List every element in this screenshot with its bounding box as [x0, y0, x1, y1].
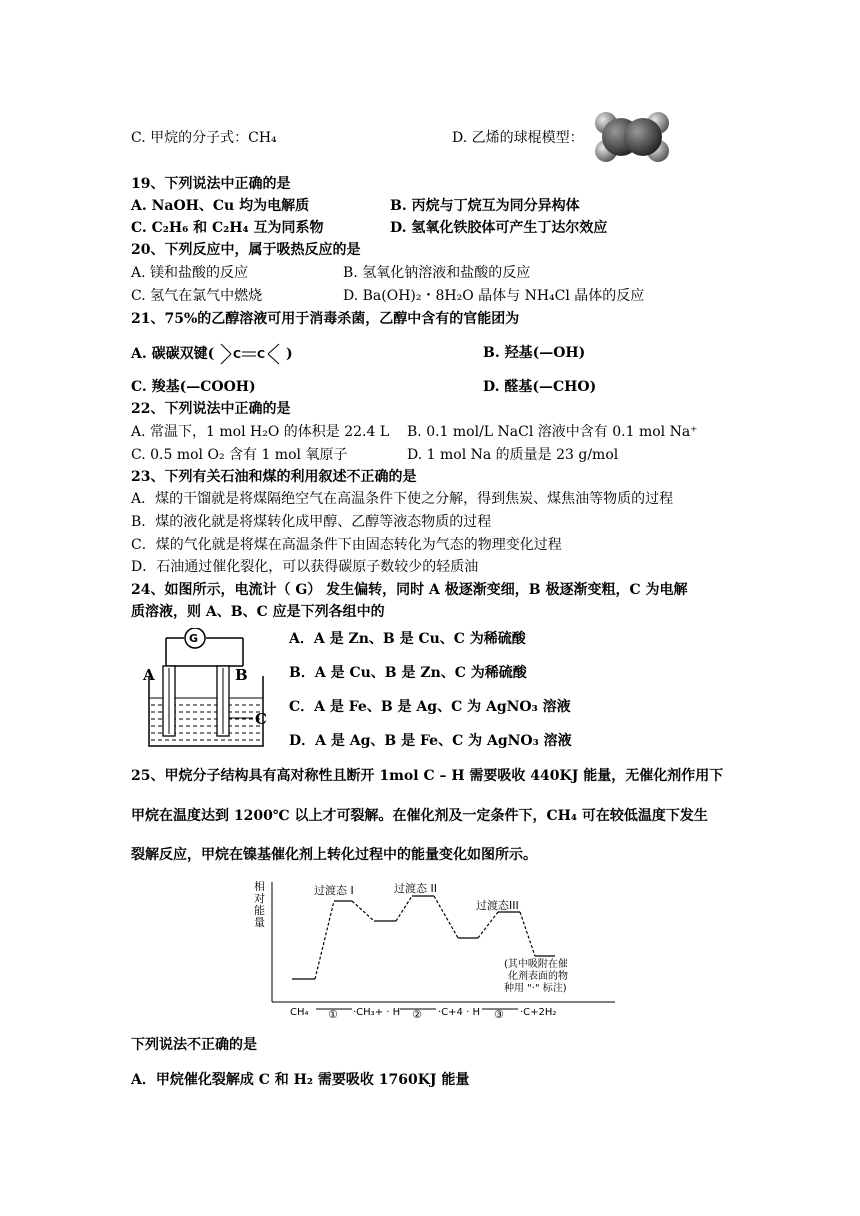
- q18-option-c: C. 甲烷的分子式：CH₄: [131, 130, 277, 146]
- q24-option-a: A．A 是 Zn、B 是 Cu、C 为稀硫酸: [289, 631, 526, 647]
- q21-option-a-suffix: ): [285, 346, 293, 362]
- q22-option-b: B. 0.1 mol/L NaCl 溶液中含有 0.1 mol Na⁺: [407, 424, 698, 440]
- energy-ylabel-2: 对: [254, 892, 265, 905]
- ethylene-ball-stick-model: [592, 108, 672, 166]
- q18-option-d: D. 乙烯的球棍模型：: [452, 130, 584, 146]
- q21-option-c: C. 羧基(—COOH): [131, 379, 256, 395]
- step-2: ②: [412, 1008, 422, 1018]
- q24-stem-line2: 质溶液，则 A、B、C 应是下列各组中的: [131, 604, 385, 620]
- q21-option-a: [131, 342, 293, 366]
- q25-stem-line2: 甲烷在温度达到 1200℃ 以上才可裂解。在催化剂及一定条件下，CH₄ 可在较低温度下发生: [131, 808, 708, 824]
- electrode-b-label: B: [235, 666, 248, 684]
- step-3: ③: [494, 1008, 504, 1018]
- q22-option-c: C. 0.5 mol O₂ 含有 1 mol 氧原子: [131, 447, 348, 463]
- svg-text:C: C: [233, 348, 242, 361]
- adsorption-note-line1: (其中吸附在催: [504, 959, 568, 970]
- q20-option-a: A. 镁和盐酸的反应: [131, 265, 249, 281]
- transition-state-2: 过渡态 II: [394, 882, 437, 895]
- q21-option-b: B. 羟基(—OH): [483, 345, 586, 361]
- q22-stem: 22、下列说法中正确的是: [131, 401, 291, 417]
- q20-option-c: C. 氢气在氯气中燃烧: [131, 288, 263, 304]
- energy-ylabel-4: 量: [254, 916, 265, 929]
- species-c-4h: ·C+4 · H: [438, 1007, 480, 1018]
- electrolyte-c-label: C: [255, 710, 267, 728]
- energy-ylabel-3: 能: [254, 904, 265, 917]
- q21-option-d: D. 醛基(—CHO): [483, 379, 597, 395]
- q23-option-a: A．煤的干馏就是将煤隔绝空气在高温条件下使之分解，得到焦炭、煤焦油等物质的过程: [131, 491, 674, 507]
- q19-option-d: D. 氢氧化铁胶体可产生丁达尔效应: [390, 220, 608, 236]
- q22-option-a: A. 常温下，1 mol H₂O 的体积是 22.4 L: [131, 424, 390, 440]
- galvanic-cell-diagram: [131, 628, 281, 753]
- species-c-2h2: ·C+2H₂: [520, 1007, 557, 1018]
- q20-stem: 20、下列反应中，属于吸热反应的是: [131, 242, 361, 258]
- transition-state-3: 过渡态III: [476, 899, 519, 912]
- transition-state-1: 过渡态 I: [314, 884, 354, 897]
- q23-option-b: B．煤的液化就是将煤转化成甲醇、乙醇等液态物质的过程: [131, 514, 492, 530]
- q21-stem: 21、75%的乙醇溶液可用于消毒杀菌，乙醇中含有的官能团为: [131, 311, 520, 327]
- q21-option-a-prefix: A. 碳碳双键(: [131, 346, 215, 362]
- q19-option-a: A. NaOH、Cu 均为电解质: [131, 198, 310, 214]
- q23-option-d: D．石油通过催化裂化，可以获得碳原子数较少的轻质油: [131, 559, 479, 575]
- q20-option-b: B. 氢氧化钠溶液和盐酸的反应: [343, 265, 531, 281]
- q24-option-c: C．A 是 Fe、B 是 Ag、C 为 AgNO₃ 溶液: [289, 699, 571, 715]
- galvanometer-label: G: [189, 632, 199, 645]
- q25-stem-line3: 裂解反应，甲烷在镍基催化剂上转化过程中的能量变化如图所示。: [131, 847, 537, 863]
- electrode-a-label: A: [143, 666, 155, 684]
- q19-option-b: B. 丙烷与丁烷互为同分异构体: [390, 198, 580, 214]
- q19-option-c: C. C₂H₆ 和 C₂H₄ 互为同系物: [131, 220, 324, 236]
- step-1: ①: [328, 1008, 338, 1018]
- adsorption-note-line3: 种用 "·" 标注): [504, 983, 567, 994]
- q22-option-d: D. 1 mol Na 的质量是 23 g/mol: [407, 447, 619, 463]
- q25-question: 下列说法不正确的是: [131, 1037, 257, 1053]
- q24-stem-line1: 24、如图所示，电流计（ G） 发生偏转，同时 A 极逐渐变细，B 极逐渐变粗，C 为电解: [131, 582, 688, 598]
- q23-stem: 23、下列有关石油和煤的利用叙述不正确的是: [131, 469, 417, 485]
- species-ch3-h: ·CH₃+ · H: [353, 1007, 401, 1018]
- q24-option-d: D．A 是 Ag、B 是 Fe、C 为 AgNO₃ 溶液: [289, 733, 572, 749]
- energy-profile-diagram: [250, 878, 620, 1018]
- adsorption-note-line2: 化剂表面的物: [508, 971, 568, 982]
- q23-option-c: C．煤的气化就是将煤在高温条件下由固态转化为气态的物理变化过程: [131, 537, 562, 553]
- c-double-bond-structure: [219, 342, 281, 366]
- q19-stem: 19、下列说法中正确的是: [131, 176, 291, 192]
- energy-ylabel-1: 相: [254, 880, 265, 893]
- q25-option-a: A．甲烷催化裂解成 C 和 H₂ 需要吸收 1760KJ 能量: [131, 1072, 470, 1088]
- species-ch4: CH₄: [290, 1007, 309, 1018]
- q24-option-b: B．A 是 Cu、B 是 Zn、C 为稀硫酸: [289, 665, 527, 681]
- svg-text:C: C: [257, 348, 266, 361]
- q25-stem-line1: 25、甲烷分子结构具有高对称性且断开 1mol C – H 需要吸收 440KJ 能量，无催化剂作用下: [131, 768, 724, 784]
- q20-option-d: D. Ba(OH)₂・8H₂O 晶体与 NH₄Cl 晶体的反应: [343, 288, 645, 304]
